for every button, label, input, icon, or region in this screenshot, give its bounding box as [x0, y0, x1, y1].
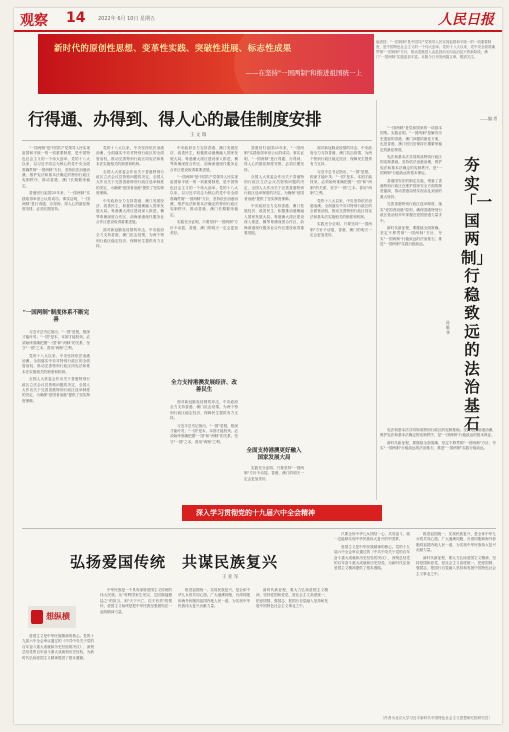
lead-column-3b	[170, 400, 238, 498]
paragraph: 香港国安法的制定实施，堵塞了香港特别行政区在维护国家安全方面的制度漏洞，推动香港局势实现由乱到治的重大转折。	[380, 178, 442, 199]
paragraph: 面对新冠肺炎疫情的冲击，中央政府全力支持香港、澳门抗击疫情，为两个特别行政区稳定经济、保障民生提供有力支持。	[170, 400, 238, 421]
editor-note: 编者按："一国两制"是中国共产党领导人民实现祖国和平统一的一项重要制度，是中国特色社会主义的一个伟大创举。党的十八大以来，党中央全面准确贯彻"一国两制"方针，推动香港进入由乱到治走向由治及兴的新阶段，澳门"一国两制"实践更加丰富。本版今日刊发两篇文章，敬请关注。	[376, 40, 495, 59]
paragraph: 习近平总书记指出，"一国"是根，根深才能叶茂；"一国"是本，本固才能枝荣。必须始终准确把握"一国"和"两制"的关系，坚守"一国"之本，善用"两制"之利。	[170, 423, 238, 444]
second-column-1	[22, 634, 94, 718]
paragraph: 全国人大常委会作出关于香港特别行政区立法会议员资格问题的决定，全国人大作出关于完善香港特别行政区选举制度的决定，为确保"爱国者治港"提供了坚实制度保障。	[22, 377, 90, 403]
section-name: 观察	[20, 13, 48, 29]
column-logo	[28, 606, 76, 628]
second-column-6	[416, 532, 496, 712]
paragraph: 新时代新征程，要继续全面准确、坚定不移贯彻"一国两制"方针，夯实"一国两制"行稳致远的法治基石，推进"一国两制"实践行稳致远。	[380, 440, 496, 451]
paragraph: 只要全体中华儿女团结一心、共同奋斗，就一定能够实现中华民族伟大复兴的中国梦。	[334, 532, 410, 542]
second-column-2	[100, 588, 172, 718]
paragraph: 中央政府全力支持香港、澳门发展经济、改善民生，积极推动港澳融入国家发展大局。粤港澳大湾区建设深入推进，横琴粤澳深度合作区、前海深港现代服务业合作区建设取得重要进展。	[96, 198, 164, 225]
paragraph: 完善香港特别行政区选举制度，落实"爱国者治港"原则，确保香港特别行政区管治权牢牢掌握在爱国爱港力量手中。	[380, 202, 442, 223]
paragraph: 习近平总书记指出，"一国"是根，根深才能叶茂；"一国"是本，本固才能枝荣。必须始终准确把握"一国"和"两制"的关系，坚守"一国"之本，善用"两制"之利。	[310, 169, 372, 196]
lead-column-1b	[22, 330, 90, 498]
side-article-title: 夯实「一国两制」行稳致远的法治基石	[461, 155, 493, 433]
editor-note-signature: ——编 者	[480, 116, 498, 121]
paragraph: 新时代新征程，要大力弘扬爱国主义精神，坚持爱国和爱党、爱社会主义高度统一，把爱国情、强国志、报国行自觉融入坚持和发展中国特色社会主义事业之中。	[416, 555, 496, 576]
paragraph: 全国人大常委会作出关于香港特别行政区立法会议员资格问题的决定，全国人大作出关于完善香港特别行政区选举制度的决定，为确保"爱国者治港"提供了坚实制度保障。	[96, 169, 164, 196]
special-column-title: 深入学习贯彻党的十九届六中全会精神	[196, 509, 315, 517]
second-column-3	[178, 588, 250, 718]
lead-article-title: 行得通、办得到、得人心的最佳制度安排	[28, 110, 322, 129]
paragraph: 香港回归祖国25年来，"一国两制"实践取得举世公认的成功。事实证明，"一国两制"是行得通、办得到、得人心的最佳制度安排，必须长期坚持。	[22, 191, 90, 212]
author-footnote: （作者为北京大学习近平新时代中国特色社会主义思想研究院研究员）	[380, 716, 492, 720]
paragraph: 宪法和基本法共同构成特别行政区的宪制基础。坚持依法治港治澳，维护宪法和基本法确定的宪制秩序，是"一国两制"行稳致远的根本保证。	[380, 155, 442, 176]
paragraph: "一国两制"是中国共产党领导人民实现祖国和平统一的一项重要制度，是中国特色社会主义的一个伟大创举。党的十八大以来，以习近平同志为核心的党中央全面准确贯彻"一国两制"方针，坚持依法治港治澳，维护宪法和基本法确定的特别行政区宪制秩序，推动香港、澳门长期繁荣稳定。	[170, 175, 238, 217]
lead-column-3	[170, 146, 238, 376]
paragraph: 党的十八大以来，中央坚持依法治港治澳，全面落实中央对特别行政区的全面管治权，推动完善特别行政区同宪法和基本法实施相关的制度和机制。	[22, 353, 90, 374]
lead-subhead-3: 全面支持港澳更好融入国家发展大局	[246, 448, 302, 461]
newspaper-page	[14, 8, 502, 724]
lead-column-1	[22, 146, 90, 306]
paragraph: "一国两制"是中国共产党领导人民实现祖国和平统一的一项重要制度，是中国特色社会主义的一个伟大创举。党的十八大以来，以习近平同志为核心的党中央全面准确贯彻"一国两制"方针，坚持依法治港治澳，维护宪法和基本法确定的特别行政区宪制秩序，推动香港、澳门长期繁荣稳定。	[22, 146, 90, 188]
paragraph: 推进祖国统一、实现民族复兴，是全体中华儿女的共同心愿。广大港澳同胞、台湾同胞和海外侨胞同祖国内地人民一道，为实现中华民族伟大复兴贡献力量。	[416, 532, 496, 553]
lead-column-4	[244, 146, 304, 446]
newspaper-logo: 人民日报	[438, 12, 494, 28]
page-number: 14	[66, 10, 86, 26]
paragraph: 香港回归祖国25年来，"一国两制"实践取得举世公认的成功。事实证明，"一国两制"是行得通、办得到、得人心的最佳制度安排，必须长期坚持。	[244, 146, 304, 172]
paragraph: 新时代新征程，要继续全面准确、坚定不移贯彻"一国两制"方针，夯实"一国两制"行稳致远的法治基石，推进"一国两制"实践行稳致远。	[380, 225, 442, 247]
paragraph: 党的十八大以来，中央坚持依法治港治澳，全面落实中央对特别行政区的全面管治权，推动完善特别行政区同宪法和基本法实施相关的制度和机制。	[310, 198, 372, 219]
title-rule	[22, 140, 372, 141]
lead-subhead-1: "一国两制"制度体系不断完善	[22, 310, 90, 323]
issue-date: 2022年 6月 10日 星期五	[98, 16, 156, 22]
lead-column-4b	[244, 466, 304, 500]
lead-subhead-2: 全力支持港澳发展经济、改善民生	[170, 380, 237, 393]
paragraph: 中央政府全力支持香港、澳门发展经济、改善民生，积极推动港澳融入国家发展大局。粤港澳大湾区建设深入推进，横琴粤澳深度合作区、前海深港现代服务业合作区建设取得重要进展。	[170, 146, 238, 172]
section-rule	[22, 528, 496, 529]
paragraph: 面对新冠肺炎疫情的冲击，中央政府全力支持香港、澳门抗击疫情，为两个特别行政区稳定经济、保障民生提供有力支持。	[310, 146, 372, 167]
lead-article-author: 王 文 瑞	[190, 133, 207, 138]
second-article-title: 弘扬爱国传统 共谋民族复兴	[70, 553, 279, 571]
column-logo-mark	[31, 610, 43, 624]
paragraph: 中央政府全力支持香港、澳门发展经济、改善民生，积极推动港澳融入国家发展大局。粤港澳大湾区建设深入推进，横琴粤澳深度合作区、前海深港现代服务业合作区建设取得重要进展。	[244, 204, 304, 236]
lead-column-5	[310, 146, 372, 498]
column-logo-text: 想纵横	[46, 612, 70, 621]
second-article-author: 王 亚 军	[222, 575, 239, 580]
paragraph: 推进祖国统一、实现民族复兴，是全体中华儿女的共同心愿。广大港澳同胞、台湾同胞和海外侨胞同祖国内地人民一道，为实现中华民族伟大复兴贡献力量。	[178, 588, 250, 609]
masthead	[14, 8, 502, 32]
column-divider	[376, 100, 377, 500]
lead-column-2	[96, 146, 164, 498]
paragraph: 面对新冠肺炎疫情的冲击，中央政府全力支持香港、澳门抗击疫情，为两个特别行政区稳定经济、保障民生提供有力支持。	[96, 227, 164, 248]
paragraph: 中华民族是一个具有深厚爱国主义传统的伟大民族。从"苟利国家生死以，岂因祸福避趋之"的担当，到"天下兴亡，匹夫有责"的情怀，爱国主义始终是把中华民族坚强团结在一起的精神力量。	[100, 588, 172, 614]
side-article-author: 孙 维 华	[446, 320, 450, 335]
paragraph: 爱国主义是中华民族精神的核心。党的十九届六中全会审议通过的《中共中央关于党的百年奋斗重大成就和历史经验的决议》，深刻总结党的百年奋斗重大成就和历史经验，为新时代弘扬爱国主义精神提供了根本遵循。	[334, 544, 410, 571]
side-column-2	[380, 428, 496, 500]
paragraph: 全国人大常委会作出关于香港特别行政区立法会议员资格问题的决定，全国人大作出关于完善香港特别行政区选举制度的决定，为确保"爱国者治港"提供了坚实制度保障。	[244, 175, 304, 201]
paragraph: 实践充分证明，只要坚持"一国两制"方针不动摇，香港、澳门的明天一定会更加美好。	[310, 222, 372, 238]
paragraph: 爱国主义是中华民族精神的核心。党的十九届六中全会审议通过的《中共中央关于党的百年奋斗重大成就和历史经验的决议》，深刻总结党的百年奋斗重大成就和历史经验，为新时代弘扬爱国主义精神提供了根本遵循。	[22, 634, 94, 660]
second-column-4	[256, 588, 328, 718]
paragraph: 实践充分证明，只要坚持"一国两制"方针不动摇，香港、澳门的明天一定会更加美好。	[170, 220, 238, 236]
banner-headline: 新时代的原创性思想、变革性实践、突破性进展、标志性成果	[54, 44, 292, 54]
paragraph: 新时代新征程，要大力弘扬爱国主义精神，坚持爱国和爱党、爱社会主义高度统一，把爱国情、强国志、报国行自觉融入坚持和发展中国特色社会主义事业之中。	[256, 588, 328, 609]
paragraph: 党的十八大以来，中央坚持依法治港治澳，全面落实中央对特别行政区的全面管治权，推动完善特别行政区同宪法和基本法实施相关的制度和机制。	[96, 146, 164, 167]
paragraph: 习近平总书记指出，"一国"是根，根深才能叶茂；"一国"是本，本固才能枝荣。必须始终准确把握"一国"和"两制"的关系，坚守"一国"之本，善用"两制"之利。	[22, 330, 90, 351]
paragraph: 实践充分证明，只要坚持"一国两制"方针不动摇，香港、澳门的明天一定会更加美好。	[244, 466, 304, 481]
paragraph: 宪法和基本法共同构成特别行政区的宪制基础。坚持依法治港治澳，维护宪法和基本法确定的宪制秩序，是"一国两制"行稳致远的根本保证。	[380, 428, 496, 438]
banner-subline: ——在坚持"一国两制"和推进祖国统一上	[245, 69, 362, 77]
paragraph: "一国两制"是党和国家的一项基本国策。实践证明，"一国两制"是解决历史遗留的香港、澳门问题的最佳方案，也是香港、澳门回归后保持长期繁荣稳定的最佳制度。	[380, 126, 442, 152]
second-column-5	[334, 532, 410, 718]
topic-banner	[38, 34, 374, 94]
